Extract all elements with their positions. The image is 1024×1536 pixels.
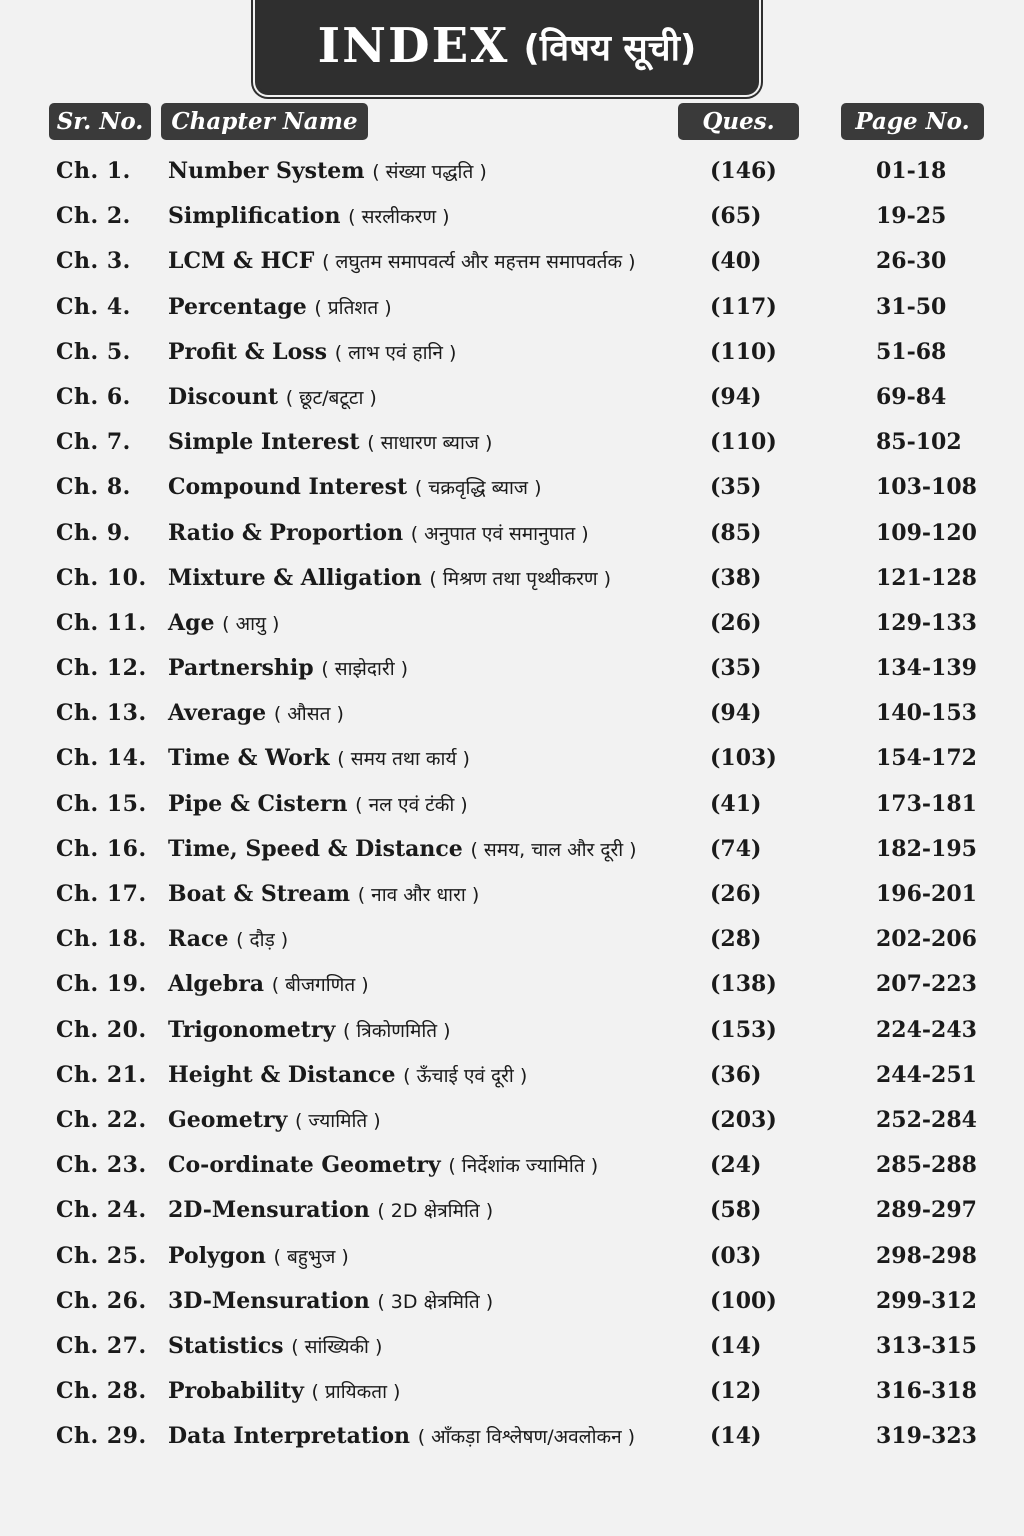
chapter-number: Ch. 20. bbox=[56, 1016, 147, 1043]
chapter-title bbox=[168, 565, 611, 591]
chapter-name-hindi: ( प्रतिशत ) bbox=[314, 296, 392, 319]
chapter-row bbox=[0, 374, 1024, 419]
chapter-number: Ch. 15. bbox=[56, 790, 147, 817]
chapter-number: Ch. 2. bbox=[56, 203, 131, 230]
page-range: 289-297 bbox=[876, 1197, 977, 1224]
chapter-name-hindi: ( बहुभुज ) bbox=[273, 1245, 349, 1268]
question-count: (35) bbox=[710, 655, 762, 682]
chapter-title bbox=[168, 791, 468, 817]
chapter-row bbox=[0, 1052, 1024, 1097]
chapter-title bbox=[168, 474, 541, 500]
chapter-title bbox=[168, 520, 589, 546]
chapter-name-hindi: ( लघुतम समापवर्त्य और महत्तम समापवर्तक ) bbox=[322, 251, 636, 274]
chapter-title bbox=[168, 610, 279, 636]
index-title: INDEX bbox=[317, 18, 510, 74]
page-range: 109-120 bbox=[876, 519, 977, 546]
chapter-name-hindi: ( चक्रवृद्धि ब्याज ) bbox=[414, 477, 542, 500]
chapter-title bbox=[168, 971, 369, 997]
chapter-number: Ch. 1. bbox=[56, 158, 131, 184]
question-count: (28) bbox=[710, 926, 762, 953]
question-count: (36) bbox=[710, 1061, 762, 1088]
page-range: 19-25 bbox=[876, 203, 947, 230]
chapter-name-english: 2D-Mensuration bbox=[168, 1197, 370, 1224]
chapter-title bbox=[168, 745, 470, 771]
chapter-number: Ch. 23. bbox=[56, 1152, 147, 1179]
chapter-title bbox=[168, 1062, 527, 1088]
header-chapter-name: Chapter Name bbox=[161, 103, 368, 140]
chapter-name-english: Compound Interest bbox=[168, 474, 408, 501]
chapter-number: Ch. 22. bbox=[56, 1106, 147, 1133]
chapter-name-hindi: ( 2D क्षेत्रमिति ) bbox=[377, 1200, 494, 1223]
chapter-name-english: Simplification bbox=[168, 203, 341, 230]
question-count: (117) bbox=[710, 293, 777, 320]
chapter-title bbox=[168, 1288, 493, 1314]
chapter-name-hindi: ( मिश्रण तथा पृथ्थीकरण ) bbox=[429, 567, 612, 590]
chapter-list bbox=[0, 148, 1024, 1458]
chapter-number: Ch. 12. bbox=[56, 655, 147, 682]
header-page-no: Page No. bbox=[841, 103, 984, 140]
question-count: (94) bbox=[710, 383, 762, 410]
chapter-name-hindi: ( संख्या पद्धति ) bbox=[372, 161, 487, 183]
chapter-row bbox=[0, 1368, 1024, 1413]
page-range: 134-139 bbox=[876, 655, 977, 682]
chapter-row bbox=[0, 1278, 1024, 1323]
index-title-hindi: (विषय सूची) bbox=[523, 27, 697, 69]
chapter-name-english: Percentage bbox=[168, 293, 307, 320]
page-range: 154-172 bbox=[876, 745, 977, 772]
chapter-name-english: Time, Speed & Distance bbox=[168, 835, 463, 862]
chapter-number: Ch. 18. bbox=[56, 926, 147, 953]
chapter-row bbox=[0, 1097, 1024, 1142]
chapter-title bbox=[168, 1152, 598, 1178]
chapter-title bbox=[168, 1333, 382, 1359]
chapter-row bbox=[0, 464, 1024, 509]
chapter-title bbox=[168, 339, 456, 365]
chapter-number: Ch. 25. bbox=[56, 1242, 147, 1269]
chapter-number: Ch. 4. bbox=[56, 293, 131, 320]
chapter-name-english: Geometry bbox=[168, 1106, 288, 1133]
chapter-number: Ch. 24. bbox=[56, 1197, 147, 1224]
question-count: (100) bbox=[710, 1287, 777, 1314]
question-count: (146) bbox=[710, 158, 777, 184]
chapter-title bbox=[168, 1107, 381, 1133]
chapter-number: Ch. 16. bbox=[56, 835, 147, 862]
chapter-row bbox=[0, 1233, 1024, 1278]
chapter-row bbox=[0, 781, 1024, 826]
chapter-name-english: Algebra bbox=[168, 971, 265, 998]
chapter-name-english: Trigonometry bbox=[168, 1016, 336, 1043]
chapter-name-english: Profit & Loss bbox=[168, 338, 328, 365]
chapter-title bbox=[168, 429, 492, 455]
page-range: 182-195 bbox=[876, 835, 977, 862]
chapter-row bbox=[0, 1007, 1024, 1052]
chapter-title bbox=[168, 294, 392, 320]
header-ques: Ques. bbox=[678, 103, 799, 140]
chapter-row bbox=[0, 284, 1024, 329]
page-range: 244-251 bbox=[876, 1061, 977, 1088]
question-count: (26) bbox=[710, 609, 762, 636]
chapter-name-english: 3D-Mensuration bbox=[168, 1287, 370, 1314]
page-range: 252-284 bbox=[876, 1106, 977, 1133]
chapter-number: Ch. 9. bbox=[56, 519, 131, 546]
chapter-number: Ch. 7. bbox=[56, 429, 131, 456]
page-range: 207-223 bbox=[876, 971, 977, 998]
chapter-number: Ch. 28. bbox=[56, 1378, 147, 1405]
chapter-name-english: Time & Work bbox=[168, 745, 330, 772]
question-count: (14) bbox=[710, 1332, 762, 1359]
chapter-name-english: LCM & HCF bbox=[168, 248, 315, 275]
chapter-name-english: Co-ordinate Geometry bbox=[168, 1152, 441, 1179]
chapter-name-english: Average bbox=[168, 700, 267, 727]
chapter-title bbox=[168, 655, 408, 681]
page-range: 01-18 bbox=[876, 158, 947, 184]
page-range: 26-30 bbox=[876, 248, 947, 275]
question-count: (138) bbox=[710, 971, 777, 998]
chapter-row bbox=[0, 690, 1024, 735]
chapter-name-hindi: ( साझेदारी ) bbox=[321, 658, 409, 681]
chapter-name-hindi: ( नल एवं टंकी ) bbox=[355, 793, 468, 816]
question-count: (58) bbox=[710, 1197, 762, 1224]
page-range: 121-128 bbox=[876, 564, 977, 591]
chapter-number: Ch. 5. bbox=[56, 338, 131, 365]
chapter-title bbox=[168, 203, 450, 229]
chapter-name-hindi: ( सरलीकरण ) bbox=[348, 206, 450, 229]
page-range: 31-50 bbox=[876, 293, 947, 320]
chapter-name-english: Boat & Stream bbox=[168, 881, 351, 907]
chapter-number: Ch. 3. bbox=[56, 248, 131, 275]
chapter-row bbox=[0, 555, 1024, 600]
chapter-title bbox=[168, 926, 288, 952]
question-count: (41) bbox=[710, 790, 762, 817]
chapter-row bbox=[0, 148, 1024, 193]
chapter-name-hindi: ( नाव और धारा ) bbox=[357, 884, 480, 906]
chapter-row bbox=[0, 735, 1024, 780]
question-count: (26) bbox=[710, 881, 762, 907]
chapter-number: Ch. 27. bbox=[56, 1332, 147, 1359]
question-count: (85) bbox=[710, 519, 762, 546]
chapter-name-hindi: ( छूट/बटूटा ) bbox=[285, 386, 377, 409]
page-range: 85-102 bbox=[876, 429, 962, 456]
question-count: (12) bbox=[710, 1378, 762, 1405]
question-count: (65) bbox=[710, 203, 762, 230]
chapter-name-hindi: ( ऊँचाई एवं दूरी ) bbox=[403, 1064, 528, 1087]
chapter-name-hindi: ( 3D क्षेत्रमिति ) bbox=[377, 1290, 494, 1313]
page-range: 103-108 bbox=[876, 474, 977, 501]
chapter-name-hindi: ( निर्देशांक ज्यामिति ) bbox=[448, 1155, 599, 1178]
chapter-name-english: Pipe & Cistern bbox=[168, 790, 348, 817]
chapter-name-hindi: ( प्रायिकता ) bbox=[311, 1381, 401, 1404]
chapter-row bbox=[0, 238, 1024, 283]
chapter-title bbox=[168, 384, 377, 410]
question-count: (103) bbox=[710, 745, 777, 772]
chapter-name-hindi: ( ज्यामिति ) bbox=[294, 1109, 381, 1132]
chapter-row bbox=[0, 1142, 1024, 1187]
page-range: 316-318 bbox=[876, 1378, 977, 1405]
header-sr-no: Sr. No. bbox=[49, 103, 151, 140]
chapter-row bbox=[0, 871, 1024, 916]
chapter-name-hindi: ( दौड़ ) bbox=[236, 929, 289, 952]
index-title-banner bbox=[258, 0, 756, 92]
page-range: 299-312 bbox=[876, 1287, 977, 1314]
chapter-name-hindi: ( लाभ एवं हानि ) bbox=[334, 341, 457, 364]
chapter-title bbox=[168, 836, 637, 862]
chapter-number: Ch. 17. bbox=[56, 881, 147, 907]
page-range: 202-206 bbox=[876, 926, 977, 953]
chapter-title bbox=[168, 1017, 451, 1043]
chapter-number: Ch. 6. bbox=[56, 383, 131, 410]
question-count: (110) bbox=[710, 429, 777, 456]
question-count: (24) bbox=[710, 1152, 762, 1179]
chapter-row bbox=[0, 916, 1024, 961]
question-count: (203) bbox=[710, 1106, 777, 1133]
page-range: 313-315 bbox=[876, 1332, 977, 1359]
chapter-number: Ch. 13. bbox=[56, 700, 147, 727]
chapter-row bbox=[0, 1187, 1024, 1232]
question-count: (110) bbox=[710, 338, 777, 365]
chapter-number: Ch. 21. bbox=[56, 1061, 147, 1088]
question-count: (35) bbox=[710, 474, 762, 501]
chapter-name-hindi: ( बीजगणित ) bbox=[271, 974, 369, 997]
page-range: 69-84 bbox=[876, 383, 947, 410]
page-range: 224-243 bbox=[876, 1016, 977, 1043]
chapter-row bbox=[0, 510, 1024, 555]
chapter-number: Ch. 8. bbox=[56, 474, 131, 501]
chapter-title bbox=[168, 1197, 493, 1223]
page-range: 319-323 bbox=[876, 1423, 977, 1450]
question-count: (94) bbox=[710, 700, 762, 727]
chapter-name-english: Ratio & Proportion bbox=[168, 519, 404, 546]
chapter-title bbox=[168, 248, 636, 274]
question-count: (40) bbox=[710, 248, 762, 275]
chapter-name-english: Simple Interest bbox=[168, 429, 360, 456]
question-count: (153) bbox=[710, 1016, 777, 1043]
question-count: (74) bbox=[710, 835, 762, 862]
chapter-name-english: Mixture & Alligation bbox=[168, 564, 422, 591]
question-count: (03) bbox=[710, 1242, 762, 1269]
page-range: 298-298 bbox=[876, 1242, 977, 1269]
chapter-title bbox=[168, 881, 479, 907]
chapter-title bbox=[168, 158, 487, 184]
chapter-name-english: Race bbox=[168, 926, 229, 953]
page-range: 51-68 bbox=[876, 338, 947, 365]
page-range: 196-201 bbox=[876, 881, 977, 907]
question-count: (38) bbox=[710, 564, 762, 591]
chapter-row bbox=[0, 826, 1024, 871]
chapter-name-hindi: ( अनुपात एवं समानुपात ) bbox=[410, 522, 589, 545]
page-range: 173-181 bbox=[876, 790, 977, 817]
page-range: 140-153 bbox=[876, 700, 977, 727]
chapter-number: Ch. 11. bbox=[56, 609, 147, 636]
chapter-name-english: Statistics bbox=[168, 1332, 284, 1359]
chapter-title bbox=[168, 1243, 349, 1269]
page-range: 129-133 bbox=[876, 609, 977, 636]
chapter-name-hindi: ( समय, चाल और दूरी ) bbox=[470, 838, 637, 861]
chapter-name-hindi: ( आयु ) bbox=[222, 612, 280, 635]
chapter-number: Ch. 19. bbox=[56, 971, 147, 998]
chapter-row bbox=[0, 1323, 1024, 1368]
chapter-name-english: Height & Distance bbox=[168, 1061, 396, 1088]
chapter-name-hindi: ( त्रिकोणमिति ) bbox=[342, 1019, 451, 1042]
chapter-name-english: Probability bbox=[168, 1378, 304, 1405]
chapter-name-english: Polygon bbox=[168, 1242, 266, 1269]
chapter-row bbox=[0, 1413, 1024, 1458]
chapter-number: Ch. 14. bbox=[56, 745, 147, 772]
chapter-title bbox=[168, 700, 344, 726]
chapter-title bbox=[168, 1378, 400, 1404]
chapter-name-english: Discount bbox=[168, 383, 279, 410]
chapter-number: Ch. 10. bbox=[56, 564, 147, 591]
chapter-name-english: Partnership bbox=[168, 655, 314, 682]
chapter-name-hindi: ( साधारण ब्याज ) bbox=[367, 432, 493, 455]
chapter-row bbox=[0, 329, 1024, 374]
chapter-row bbox=[0, 419, 1024, 464]
chapter-name-hindi: ( सांख्यिकी ) bbox=[291, 1335, 383, 1358]
page-range: 285-288 bbox=[876, 1152, 977, 1179]
chapter-title bbox=[168, 1423, 635, 1449]
chapter-name-english: Number System bbox=[168, 158, 365, 184]
chapter-row bbox=[0, 961, 1024, 1006]
chapter-row bbox=[0, 645, 1024, 690]
chapter-row bbox=[0, 600, 1024, 645]
chapter-name-hindi: ( औसत ) bbox=[273, 703, 344, 726]
question-count: (14) bbox=[710, 1423, 762, 1450]
chapter-name-english: Data Interpretation bbox=[168, 1423, 411, 1450]
chapter-name-english: Age bbox=[168, 609, 215, 636]
chapter-number: Ch. 26. bbox=[56, 1287, 147, 1314]
chapter-row bbox=[0, 193, 1024, 238]
chapter-name-hindi: ( आँकड़ा विश्लेषण/अवलोकन ) bbox=[417, 1426, 636, 1449]
chapter-number: Ch. 29. bbox=[56, 1423, 147, 1450]
chapter-name-hindi: ( समय तथा कार्य ) bbox=[337, 748, 470, 771]
